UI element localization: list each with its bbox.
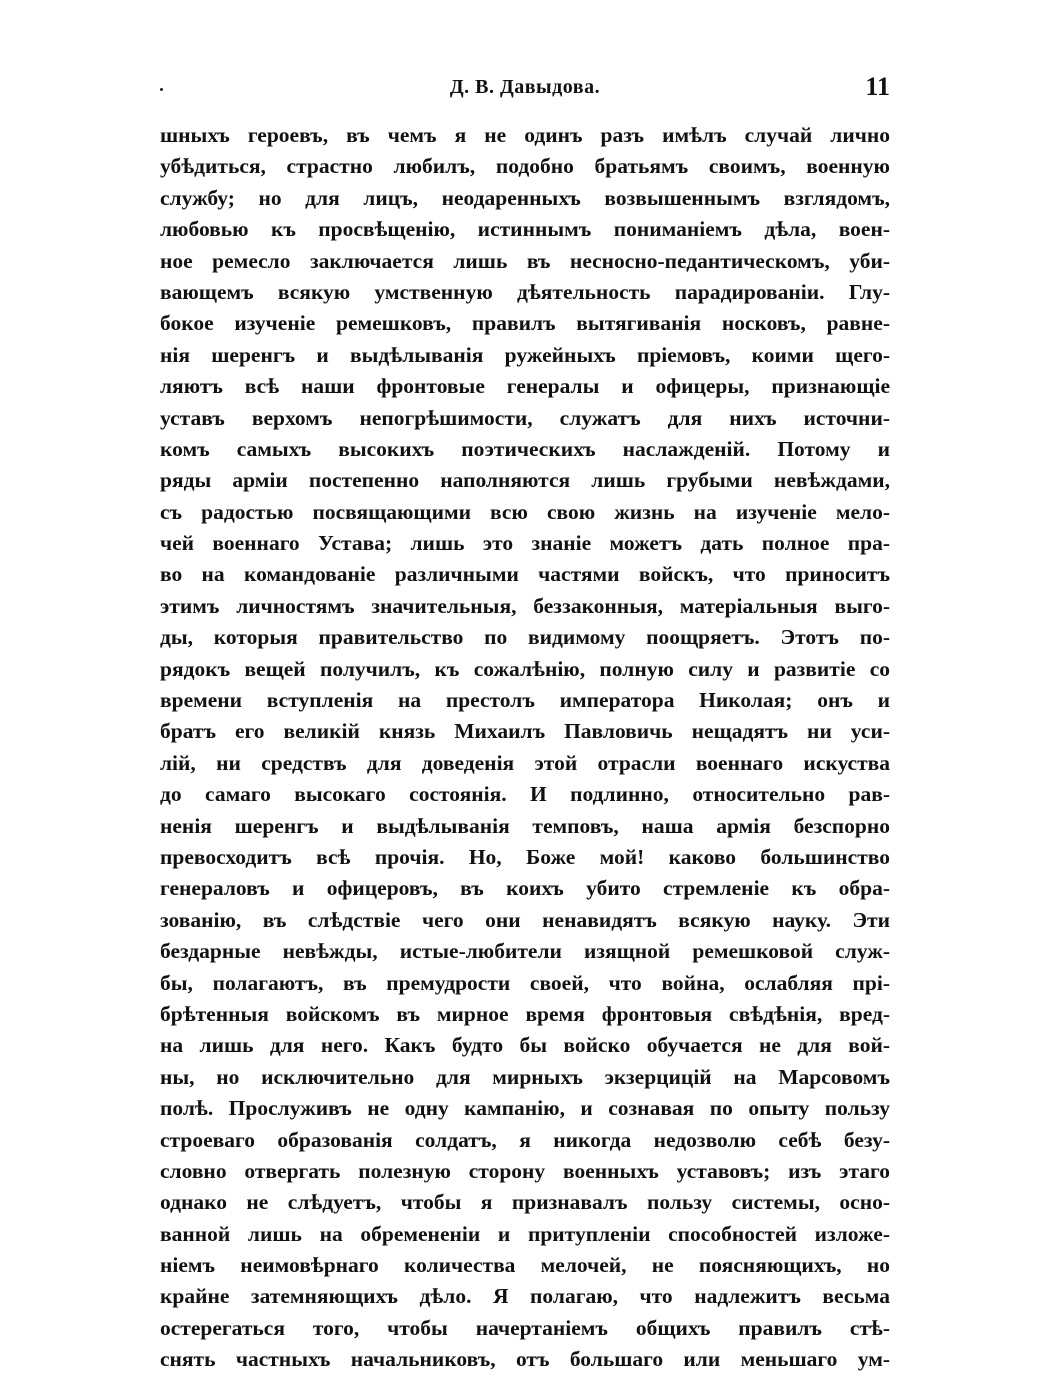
text-line: на лишь для него. Какъ будто бы войско обучается не для вой- bbox=[160, 1033, 890, 1058]
text-line: ное ремесло заключается лишь въ несносно-педантическомъ, уби- bbox=[160, 248, 890, 273]
text-line: ды, которыя правительство по видимому поощряетъ. Этотъ по- bbox=[160, 625, 890, 650]
text-line: превосходитъ всѣ прочія. Но, Боже мой! каково большинство bbox=[160, 844, 890, 869]
text-line: этимъ личностямъ значительныя, беззаконныя, матеріальныя выго- bbox=[160, 593, 890, 618]
text-line: зованію, въ слѣдствіе чего они ненавидятъ всякую науку. Эти bbox=[160, 907, 890, 932]
text-line: однако не слѣдуетъ, чтобы я признавалъ пользу системы, осно- bbox=[160, 1190, 890, 1215]
text-line: чей военнаго Устава; лишь это знаніе можетъ дать полное пра- bbox=[160, 531, 890, 556]
text-line: съ радостью посвящающими всю свою жизнь на изученіе мело- bbox=[160, 499, 890, 524]
text-line: генераловъ и офицеровъ, въ коихъ убито стремленіе къ обра- bbox=[160, 876, 890, 901]
text-line: бы, полагаютъ, въ премудрости своей, что война, ослабляя прі- bbox=[160, 970, 890, 995]
text-line: шныхъ героевъ, въ чемъ я не одинъ разъ имѣлъ случай лично bbox=[160, 123, 890, 147]
text-line: нія шеренгъ и выдѣлыванія ружейныхъ пріемовъ, коими щего- bbox=[160, 342, 890, 367]
text-line: полѣ. Прослуживъ не одну кампанію, и сознавая по опыту пользу bbox=[160, 1096, 890, 1121]
running-title: Д. В. Давыдова. bbox=[449, 76, 601, 98]
text-line: времени вступленія на престолъ императора Николая; онъ и bbox=[160, 688, 890, 713]
text-line: службу; но для лицъ, неодаренныхъ возвышеннымъ взглядомъ, bbox=[160, 185, 890, 210]
text-line: крайне затемняющихъ дѣло. Я полагаю, что надлежитъ весьма bbox=[160, 1284, 890, 1309]
text-line: ненія шеренгъ и выдѣлыванія темповъ, наша армія безспорно bbox=[160, 813, 890, 838]
text-line: бокое изученіе ремешковъ, правилъ вытягиванія носковъ, равне- bbox=[160, 311, 890, 336]
text-line: ляютъ всѣ наши фронтовые генералы и офицеры, признающіе bbox=[160, 374, 890, 399]
text-line: любовью къ просвѣщенію, истиннымъ пониманіемъ дѣла, воен- bbox=[160, 217, 890, 242]
page-header bbox=[160, 72, 890, 108]
text-line: бездарные невѣжды, истые-любители изящной ремешковой служ- bbox=[160, 939, 890, 964]
text-line: комъ самыхъ высокихъ поэтическихъ наслажденій. Потому и bbox=[160, 436, 890, 461]
text-line: до самаго высокаго состоянія. И подлинно, относительно рав- bbox=[160, 782, 890, 807]
body-text bbox=[160, 120, 890, 1376]
text-line: словно отвергать полезную сторону военныхъ уставовъ; изъ этаго bbox=[160, 1158, 890, 1183]
text-line: снять частныхъ начальниковъ, отъ большаго или меньшаго ум- bbox=[160, 1347, 890, 1372]
text-line: ряды арміи постепенно наполняются лишь грубыми невѣждами, bbox=[160, 468, 890, 493]
text-line: остерегаться того, чтобы начертаніемъ общихъ правилъ стѣ- bbox=[160, 1315, 890, 1340]
text-line: братъ его великій князь Михаилъ Павловичь нещадятъ ни уси- bbox=[160, 719, 890, 744]
text-line: уставъ верхомъ непогрѣшимости, служатъ для нихъ источни- bbox=[160, 405, 890, 430]
text-line: во на командованіе различными частями войскъ, что приноситъ bbox=[160, 562, 890, 587]
text-line: рядокъ вещей получилъ, къ сожалѣнію, полную силу и развитіе со bbox=[160, 656, 890, 681]
text-line: вающемъ всякую умственную дѣятельность парадированіи. Глу- bbox=[160, 279, 890, 304]
text-line: брѣтенныя войскомъ въ мирное время фронтовыя свѣдѣнія, вред- bbox=[160, 1001, 890, 1026]
text-line: убѣдиться, страстно любилъ, подобно братьямъ своимъ, военную bbox=[160, 154, 890, 179]
text-line: ніемъ неимовѣрнаго количества мелочей, не поясняющихъ, но bbox=[160, 1253, 890, 1278]
text-line: лій, ни средствъ для доведенія этой отрасли военнаго искуства bbox=[160, 750, 890, 775]
text-line: ны, но исключительно для мирныхъ экзерцицій на Марсовомъ bbox=[160, 1064, 890, 1089]
text-line: строеваго образованія солдатъ, я никогда недозволю себѣ безу- bbox=[160, 1127, 890, 1152]
text-line: ванной лишь на обремененіи и притупленіи способностей изложе- bbox=[160, 1221, 890, 1246]
page-number: 11 bbox=[865, 72, 890, 101]
